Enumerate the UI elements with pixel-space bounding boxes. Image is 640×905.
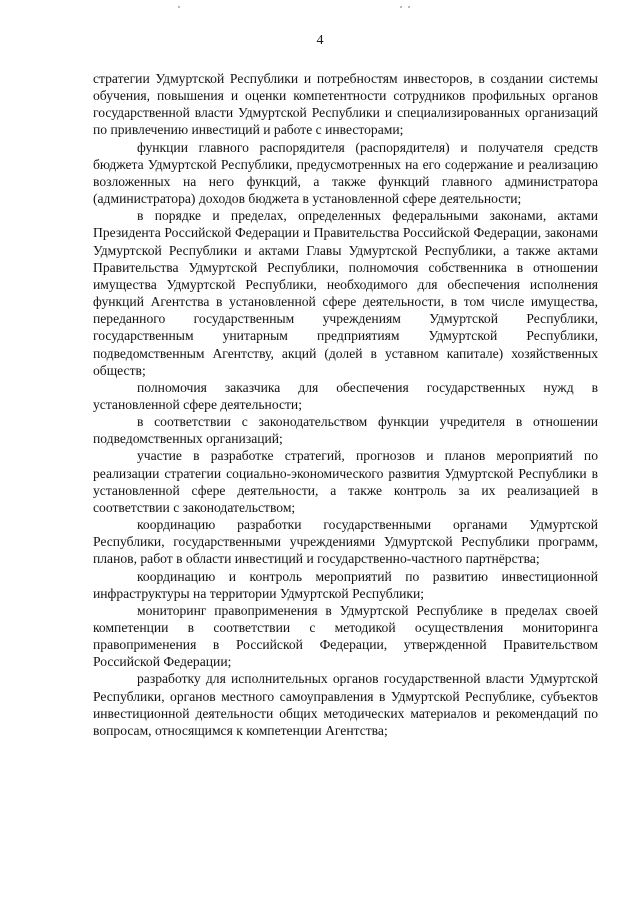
paragraph-list-item: в соответствии с законодательством функции учредителя в отношении подведомственных организаций; — [93, 414, 598, 447]
paragraph-list-item: функции главного распорядителя (распорядителя) и получателя средств бюджета Удмуртской Республики, предусмотренных на его содержание и реализацию возложенных на него функций, а также функций главного администратора (администратора) доходов бюджета в установленной сфере деятельности; — [93, 139, 598, 207]
paragraph-list-item: разработку для исполнительных органов государственной власти Удмуртской Республики, органов местного самоуправления в Удмуртской Республике, субъектов инвестиционной деятельности общих методических материалов и рекомендаций по вопросам, относящимся к компетенции Агентства; — [93, 671, 598, 738]
scan-artifact-mark — [408, 6, 410, 8]
paragraph-list-item: участие в разработке стратегий, прогнозов и планов мероприятий по реализации стратегии социально-экономического развития Удмуртской Республики в установленной сфере деятельности, а также контроль за их реализацией в соответствии с законодательством; — [93, 448, 598, 515]
paragraph-continuation: стратегии Удмуртской Республики и потребностям инвесторов, в создании системы обучения, повышения и оценки компетентности сотрудников профильных органов государственной власти Удмуртской Республики и специализированных организаций по привлечению инвестиций и работе с инвесторами; — [93, 71, 598, 138]
document-body — [93, 70, 598, 739]
paragraph-list-item: координацию и контроль мероприятий по развитию инвестиционной инфраструктуры на территории Удмуртской Республики; — [93, 568, 598, 601]
paragraph-list-item: мониторинг правоприменения в Удмуртской Республике в пределах своей компетенции в соответствии с методикой осуществления мониторинга правоприменения в Российской Федерации, утвержденной Правительством Российской Федерации; — [93, 602, 598, 670]
paragraph-list-item: полномочия заказчика для обеспечения государственных нужд в установленной сфере деятельности; — [93, 379, 598, 412]
scan-artifact-mark — [178, 6, 180, 8]
scan-artifact-mark — [400, 6, 402, 8]
page-number: 4 — [316, 33, 324, 48]
paragraph-list-item: в порядке и пределах, определенных федеральными законами, актами Президента Российской Федерации и Правительства Российской Федерации, законами Удмуртской Республики и актами Главы Удмуртской Республики, а также актами Правительства Удмуртской Республики, полномочия собственника в отношении имущества Удмуртской Республики, необходимого для обеспечения исполнения функций Агентства в установленной сфере деятельности, в том числе имущества, переданного государственным учреждениям Удмуртской Республики, государственным унитарным предприятиям Удмуртской Республики, подведомственным Агентству, акций (долей в уставном капитале) хозяйственных обществ; — [93, 208, 598, 378]
paragraph-list-item: координацию разработки государственными органами Удмуртской Республики, государственными учреждениями Удмуртской Республики программ, планов, работ в области инвестиций и государственно-частного партнёрства; — [93, 517, 598, 567]
